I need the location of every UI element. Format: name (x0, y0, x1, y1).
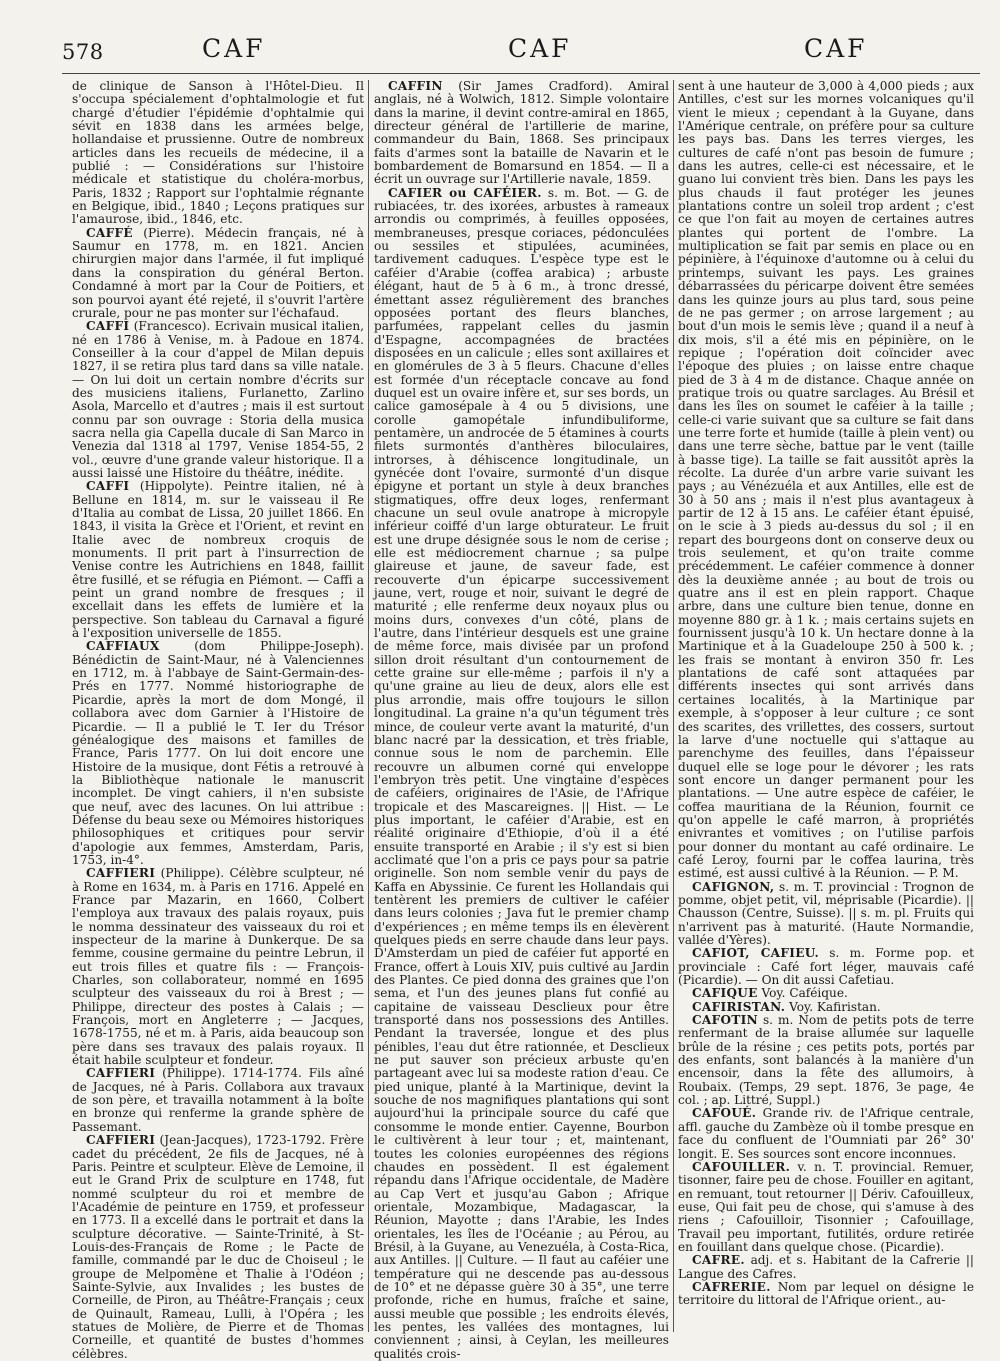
text-column-1 (72, 79, 364, 1361)
entry-text: s. m. Nom de petits pots de terre renfermant de la braise allumée sur laquelle brûle de la résine ; ces petits pots, portés par des enfants, sont balancés à la manière d'un encensoir, dans la fête des allumoirs, à Roubaix. (Temps, 29 sept. 1876, 3e page, 4e col. ; ap. Littré, Suppl.) (678, 1013, 974, 1108)
dictionary-entry (72, 1134, 364, 1361)
entry-headword: CAFFIN (388, 79, 443, 93)
dictionary-entry (72, 320, 364, 480)
dictionary-entry (678, 987, 974, 1000)
column-rule-1 (368, 80, 369, 1332)
entry-text: s. m. Bot. — G. de rubiacées, tr. des ixorées, arbustes à rameaux arrondis ou comprimés, à feuilles opposées, membraneuses, presque coriaces, pédonculées ou sessiles et stipulées, acuminées, tardivement caduques. L'espèce type est le caféier d'Arabie (coffea arabica) ; arbuste élégant, haut de 5 à 6 m., à tronc dressé, émettant assez régulièrement des branches opposées portant des fleurs blanches, parfumées, rappelant celles du jasmin d'Espagne, accompagnées de bractées disposées en un calicule ; elles sont axillaires et en glomérules de 3 à 5 fleurs. Chacune d'elles est formée d'un réceptacle concave au fond duquel est un ovaire infère et, sur ses bords, un calice gamosépale à 4 ou 5 divisions, une corolle gamopétale infundibuliforme, pentamère, un androcée de 5 étamines à courts filets surmontés d'anthères biloculaires, introrses, à déhiscence longitudinale, un gynécée dont l'ovaire, surmonté d'un disque épigyne et portant un style à deux branches stigmatiques, offre deux loges, renfermant chacune un seul ovule anatrope à micropyle inférieur coiffé d'un large obturateur. Le fruit est une drupe désignée sous le nom de cerise ; elle est médiocrement charnue ; sa pulpe glaireuse et jaune, de saveur fade, est recouverte d'un épicarpe successivement jaune, vert, rouge et noir, suivant le degré de maturité ; elle renferme deux noyaux plus ou moins durs, convexes d'un côté, plans de l'autre, dans l'intérieur desquels est une graine de même force, mais divisée par un profond sillon droit résultant d'un contournement de cette graine sur elle-même ; parfois il n'y a qu'une graine au lieu de deux, alors elle est plus arrondie, mais offre toujours le sillon longitudinal. La graine n'a qu'un tégument très mince, de couleur verte avant la maturité, d'un blanc nacré par la dessication, et très friable, connue sous le nom de parchemin. Elle recouvre un albumen corné qui enveloppe l'embryon très petit. Une vingtaine d'espèces de caféiers, originaires de l'Asie, de l'Afrique tropicale et des Mascareignes. || Hist. — Le plus important, le caféier d'Arabie, est en réalité originaire d'Ethiopie, d'où il a été ensuite transporté en Arabie ; il s'y est si bien acclimaté que l'on a pris ce pays pour sa patrie originelle. Son nom semble venir du pays de Kaffa en Abyssinie. Ce furent les Hollandais qui tentèrent les premiers de cultiver le caféier dans leurs colonies ; Java fut le premier champ d'expériences ; en même temps ils en élevèrent quelques pieds en serre chaude dans leur pays. D'Amsterdam un pied de caféier fut apporté en France, offert à Louis XIV, puis cultivé au Jardin des Plantes. Ce pied donna des graines que l'on sema, et l'un des jeunes plans fut confié au capitaine de vaisseau Desclieux pour être transporté dans nos possessions des Antilles. Pendant la traversée, longue et des plus pénibles, l'eau dut être rationnée, et Desclieux ne put sauver son précieux arbuste qu'en partageant avec lui sa modeste ration d'eau. Ce pied unique, planté à la Martinique, devint la souche de nos magnifiques plantations qui sont aujourd'hui la principale source du café que consomme le monde entier. Cayenne, Bourbon le cultivèrent à leur tour ; et, maintenant, toutes les colonies européennes des régions chaudes en possèdent. Il est également répandu dans l'Afrique occidentale, de Madère au Cap Vert et jusqu'au Gabon ; Afrique orientale, Mozambique, Madagascar, la Réunion, Mayotte ; dans l'Arabie, les Indes orientales, les îles de l'Océanie ; au Pérou, au Brésil, à la Guyane, au Venezuéla, à Costa-Rica, aux Antilles. || Culture. — Il faut au caféier une température qui ne descende pas au-dessous de 10° et ne dépasse guère 30 à 35°, une terre profonde, riche en humus, fraîche et saine, aussi meuble que possible ; les endroits élevés, les pentes, les vallées des montagnes, lui conviennent ; ainsi, à Ceylan, les meilleures qualités crois- (374, 185, 669, 1361)
entry-headword: CAFIER ou CAFÉIER. (388, 185, 542, 200)
dictionary-entry (72, 1067, 364, 1134)
page-header (62, 22, 960, 72)
entry-text: (Pierre). Médecin français, né à Saumur en 1778, m. en 1821. Ancien chirurgien major dans l'armée, il fut impliqué dans la conspiration du général Berton. Condamné à mort par la Cour de Poitiers, et son pourvoi ayant été rejeté, il s'ouvrit l'artère crurale, pour ne pas monter sur l'échafaud. (72, 225, 364, 320)
entry-headword: CAFFI (86, 479, 130, 494)
entry-headword: CAFFÉ (86, 225, 133, 240)
entry-headword: CAFFIAUX (86, 639, 160, 654)
entry-text: (Philippe). Célèbre sculpteur, né à Rome en 1634, m. à Paris en 1716. Appelé en France par Mazarin, en 1660, Colbert l'employa aux travaux des palais royaux, puis le nomma dessinateur des vaisseaux du roi et inspecteur de la marine à Dunkerque. De sa femme, cousine germaine du peintre Lebrun, il eut trois filles et quatre fils : — François-Charles, son collaborateur, nommé en 1695 sculpteur des vaisseaux du roi à Brest ; — Philippe, directeur des postes à Calais ; — François, mort en Angleterre ; — Jacques, 1678-1755, né et m. à Paris, aida beaucoup son père dans ses travaux des palais royaux. Il était habile sculpteur et fondeur. (72, 866, 364, 1068)
entry-text: adj. et s. Habitant de la Cafrerie || Langue des Cafres. (678, 1253, 974, 1281)
dictionary-entry (678, 881, 974, 948)
entry-text: (Francesco). Ecrivain musical italien, né en 1786 à Venise, m. à Padoue en 1874. Conseiller à la cour d'appel de Milan depuis 1827, il se retira plus tard dans sa ville natale. — On lui doit un certain nombre d'écrits sur des musiciens italiens, Furlanetto, Zarlino Asola, Marcello et d'autres ; mais il est surtout connu par son ouvrage : Storia della musica sacra nella gia Capella ducale di San Marco in Venezia dal 1318 al 1797, Venise 1854-55, 2 vol., œuvre d'une grande valeur historique. Il a aussi laissé une Histoire du théâtre, inédite. (72, 319, 364, 480)
entry-text: Nom par lequel on désigne le territoire du littoral de l'Afrique orient., au- (678, 1279, 974, 1308)
entry-text: s. m. T. provincial : Trognon de pomme, objet petit, vil, méprisable (Picardie). || Chausson (Centre, Suisse). || s. m. pl. Fruits qui n'arrivent pas à maturité. (Haute Normandie, vallée d'Yères). (678, 879, 974, 947)
entry-text: Voy. Caféique. (761, 986, 848, 1001)
entry-text: Voy. Kafiristan. (789, 999, 881, 1014)
dictionary-entry (678, 1281, 974, 1308)
dictionary-entry (678, 1014, 974, 1107)
entry-headword: CAFOTIN (692, 1013, 758, 1028)
dictionary-entry (678, 947, 974, 987)
entry-headword: CAFOUÉ. (692, 1106, 757, 1121)
entry-text: v. n. T. provincial. Remuer, tisonner, faire peu de chose. Fouiller en agitant, en remuant, tout retourner || Dériv. Cafouilleux, euse, Qui fait peu de chose, qui s'amuse à des riens ; Cafouilloir, Tisonnier ; Cafouillage, Travail peu important, futilités, ordure retirée en fouillant dans quelque chose. (Picardie). (678, 1159, 974, 1254)
entry-text: s. m. Forme pop. et provinciale : Café fort léger, mauvais café (Picardie). — On dit aussi Cafetiau. (678, 946, 974, 988)
text-column-3 (678, 80, 974, 1330)
entry-headword: CAFIQUE (692, 986, 758, 1001)
entry-continuation (678, 80, 974, 881)
dictionary-entry (72, 640, 364, 867)
dictionary-entry (678, 1254, 974, 1281)
dictionary-entry (72, 867, 364, 1067)
entry-headword: CAFOUILLER. (692, 1159, 791, 1174)
running-head-left: CAF (202, 34, 266, 63)
running-head-right: CAF (804, 34, 868, 63)
dictionary-entry (678, 1161, 974, 1254)
entry-headword: CAFIOT, CAFIEU. (692, 946, 819, 961)
entry-text: Grande riv. de l'Afrique centrale, affl. gauche du Zambèze où il tombe presque en face du confluent de l'Oumniati par 26° 30' longit. E. Ses sources sont encore inconnues. (678, 1106, 974, 1161)
entry-headword: CAFFIERI (86, 1133, 156, 1148)
dictionary-entry (72, 227, 364, 320)
entry-text: (Hippolyte). Peintre italien, né à Bellune en 1814, m. sur le vaisseau il Re d'Italia au combat de Lissa, 20 juillet 1866. En 1843, il visita la Grèce et l'Orient, et revint en Italie avec de nombreux croquis de monuments. Il prit part à l'insurrection de Venise contre les Autrichiens en 1848, faillit être fusillé, et se réfugia en Piémont. — Caffi a peint un grand nombre de fresques ; il excellait dans les effets de lumière et la perspective. Son tableau du Carnaval a figuré à l'exposition universelle de 1855. (72, 479, 364, 641)
dictionary-entry (374, 187, 669, 1361)
dictionary-entry (678, 1001, 974, 1014)
entry-headword: CAFIGNON, (692, 879, 775, 894)
entry-headword: CAFRE. (692, 1253, 745, 1268)
column-rule-2 (673, 80, 674, 1332)
text-column-2 (374, 79, 669, 1361)
entry-text: (Jean-Jacques), 1723-1792. Frère cadet du précédent, 2e fils de Jacques, né à Paris. Peintre et sculpteur. Elève de Lemoine, il eut le Grand Prix de sculpture en 1748, fut nommé sculpteur du roi et membre de l'Académie de peinture en 1759, et professeur en 1773. Il a excellé dans le portrait et dans la sculpture décorative. — Sainte-Trinité, à St-Louis-des-Français de Rome ; le Pacte de famille, commandé par le duc de Choiseul ; le groupe de Melpomène et Thalie à l'Odéon ; Sainte-Sylvie, aux Invalides ; les bustes de Corneille, de Piron, au Théâtre-Français ; ceux de Quinault, Rameau, Lulli, à l'Opéra ; les statues de Molière, de Pierre et de Thomas Corneille, et quantité de bustes d'hommes célèbres. (72, 1133, 364, 1361)
entry-headword: CAFIRISTAN. (692, 999, 786, 1014)
entry-continuation (72, 80, 364, 227)
dictionary-entry (678, 1107, 974, 1160)
page-number: 578 (62, 40, 104, 64)
entry-text: sent à une hauteur de 3,000 à 4,000 pieds ; aux Antilles, c'est sur les mornes volcaniques qu'il vient le mieux ; cependant à la Guyane, dans l'Amérique centrale, on préfère pour sa culture les pays bas. Dans les terres vierges, les cultures de café n'ont pas besoin de fumure ; dans les autres, celle-ci est nécessaire, et le guano lui convient très bien. Dans les pays les plus chauds il faut protéger les jeunes plantations contre un soleil trop ardent ; c'est ce que l'on fait au moyen de certaines autres plantes qui portent de l'ombre. La multiplication se fait par semis en place ou en pépinière, à l'équinoxe d'automne ou à celui du printemps, suivant les pays. Les graines débarrassées du péricarpe doivent être semées dans les quinze jours au plus tard, sous peine de ne pas germer ; on arrose largement ; au bout d'un mois le semis lève ; quand il a neuf à dix mois, s'il a été mis en pépinière, on le repique ; l'opération doit coïncider avec l'époque des pluies ; on laisse entre chaque pied de 3 à 4 m de distance. Chaque année on pratique trois ou quatre sarclages. Au Brésil et dans les îles on soumet le caféier à la taille ; celle-ci varie suivant que sa culture se fait dans une terre forte et humide (taille à plein vent) ou dans une terre sèche, battue par le vent (taille à basse tige). La taille se fait aussitôt après la récolte. La durée d'un arbre varie suivant les pays ; au Vénézuéla et aux Antilles, elle est de 30 à 50 ans ; mais il n'est plus avantageux à partir de 12 à 15 ans. Le caféier étant épuisé, on le scie à 3 pieds au-dessus du sol ; il en repart des bourgeons dont on conserve deux ou trois seulement, et qu'on traite comme précédemment. Le caféier commence à donner dès la deuxième année ; au bout de trois ou quatre ans il est en plein rapport. Chaque arbre, dans une culture bien tenue, donne en moyenne 880 gr. à 1 k. ; mais certains sujets en fournissent jusqu'à 10 k. Un hectare donne à la Martinique et à la Guadeloupe 250 à 500 k. ; les frais se montant à environ 350 fr. Les plantations de café sont attaquées par différents insectes qui sont arrivés dans certaines localités, à la Martinique par exemple, à s'opposer à leur culture ; ce sont des scarites, des vrillettes, des cossers, surtout la larve d'une noctuelle qui s'attaque au parenchyme des feuilles, dans l'épaisseur duquel elle se loge pour le dévorer ; les rats sont encore un danger permanent pour les plantations. — Une autre espèce de caféier, le coffea mauritiana de la Réunion, fournit ce qu'on appelle le café marron, à propriétés enivrantes et vomitives ; on l'utilise parfois pour donner du montant au café ordinaire. Le café Leroy, fourni par le coffea laurina, très estimé, est aussi cultivé à la Réunion. — P. M. (678, 79, 974, 881)
entry-text: (Sir James Cradford). Amiral anglais, né à Wolwich, 1812. Simple volontaire dans la marine, il devint contre-amiral en 1865, directeur général de l'artillerie de marine, commandeur du Bain, 1868. Ses principaux faits d'armes sont la bataille de Navarin et le bombardement de Bomarsund en 1854. — Il a écrit un ouvrage sur l'Artillerie navale, 1859. (374, 79, 669, 187)
entry-headword: CAFRERIE. (692, 1279, 771, 1294)
dictionary-entry (72, 480, 364, 640)
running-head-center: CAF (508, 34, 572, 63)
entry-headword: CAFFIERI (86, 1066, 156, 1081)
entry-headword: CAFFI (86, 319, 130, 334)
dictionary-entry (374, 80, 669, 187)
entry-headword: CAFFIERI (86, 866, 156, 881)
entry-text: (Philippe). 1714-1774. Fils aîné de Jacques, né à Paris. Collabora aux travaux de son père, et travailla notamment à la boîte en bronze qui renferme la grande sphère de Passemant. (72, 1066, 364, 1134)
header-rule (62, 73, 980, 74)
entry-text: (dom Philippe-Joseph). Bénédictin de Saint-Maur, né à Valenciennes en 1712, m. à l'abbaye de Saint-Germain-des-Prés en 1777. Nommé historiographe de Picardie, après la mort de dom Mongé, il collabora avec dom Garnier à l'Histoire de Picardie. — Il a publié le T. Ier du Trésor généalogique des maisons et familles de France, Paris 1777. On lui doit encore une Histoire de la musique, dont Fétis a retrouvé à la Bibliothèque nationale le manuscrit incomplet. De vingt cahiers, il n'en subsiste que neuf, avec des lacunes. On lui attribue : Défense du beau sexe ou Mémoires historiques philosophiques et critiques pour servir d'apologie aux femmes, Amsterdam, Paris, 1753, in-4°. (72, 639, 364, 867)
entry-text: de clinique de Sanson à l'Hôtel-Dieu. Il s'occupa spécialement d'ophtalmologie et fut chargé d'étudier l'épidémie d'ophtalmie qui sévit en 1838 dans les armées belge, hollandaise et prussienne. Outre de nombreux articles dans les recueils de médecine, il a publié : — Considérations sur l'histoire médicale et statistique du choléra-morbus, Paris, 1832 ; Rapport sur l'ophtalmie régnante en Belgique, ibid., 1840 ; Leçons pratiques sur l'amaurose, ibid., 1846, etc. (72, 79, 364, 227)
